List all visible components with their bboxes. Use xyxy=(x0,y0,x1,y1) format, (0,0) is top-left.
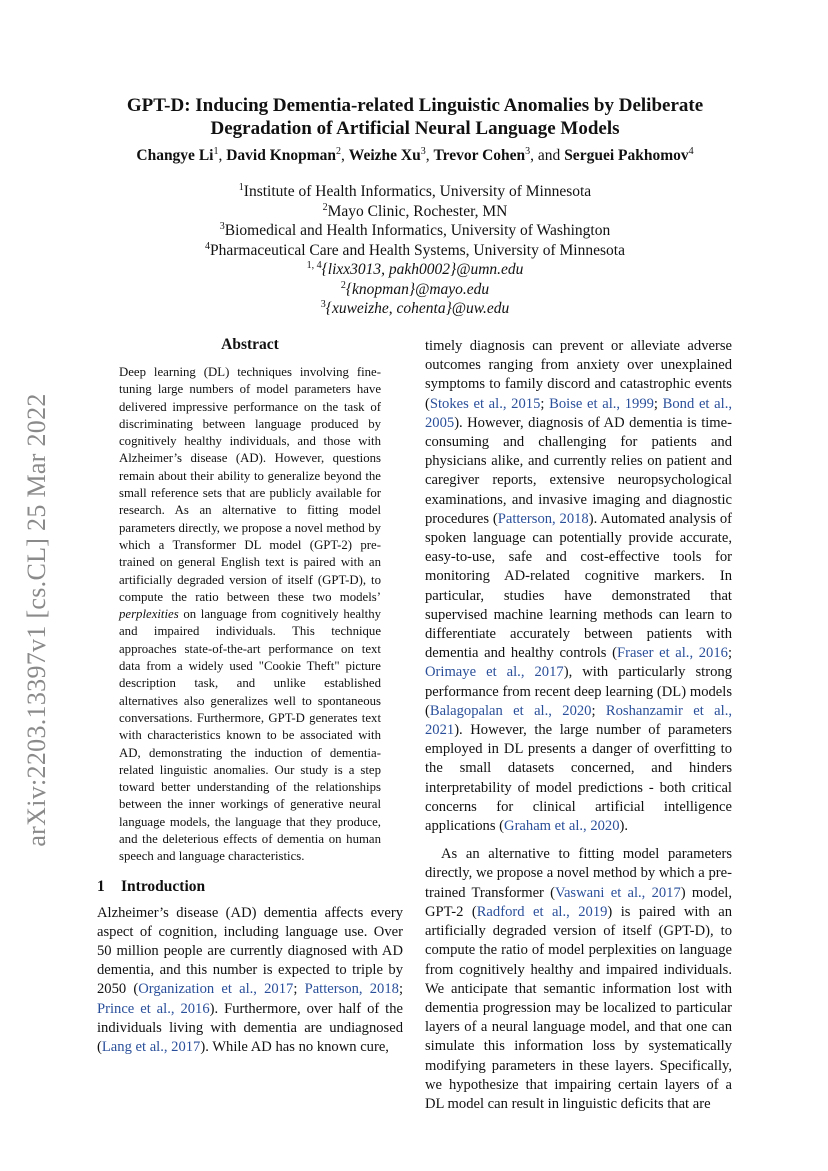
citation-link[interactable]: Radford et al., 2019 xyxy=(476,903,608,920)
citation-link[interactable]: Graham et al., 2020 xyxy=(504,818,620,835)
text-run: Alzheimer’s disease (AD) dementia affects every aspect of cognition, including language use. Over 50 million people are currently diagnosed with AD dementia, and this number is expected to triple by 2050 ( xyxy=(97,904,403,998)
abstract-body xyxy=(97,364,403,866)
arxiv-identifier: arXiv:2203.13397v1 [cs.CL] 25 Mar 2022 xyxy=(22,393,51,847)
abstract-text: Deep learning (DL) techniques involving fine-tuning large numbers of model parameters have delivered impressive performance on the task of discriminating between language produced by cognitively healthy individuals, and those with Alzheimer’s disease (AD). However, questions remain about their ability to generalize beyond the small reference sets that are publicly available for research. As an alternative to fitting model parameters directly, we propose a novel method by which a Transformer DL model (GPT-2) pre-trained on general English text is paired with an artificially degraded version of itself (GPT-D), to compute the ratio between these two models’ xyxy=(119,365,381,604)
email-line xyxy=(90,260,740,280)
citation-link[interactable]: Patterson, 2018 xyxy=(304,981,399,998)
author-affil-mark: 3 xyxy=(420,146,426,157)
citation-link[interactable]: Organization et al., 2017 xyxy=(138,981,294,998)
text-run: ; xyxy=(293,981,305,998)
citation-link[interactable]: Fraser et al., 2016 xyxy=(616,645,728,662)
text-run: timely diagnosis can prevent or alleviate adverse outcomes ranging from anxiety over unexplained symptoms to family discord and catastrophic events ( xyxy=(425,338,732,412)
citation-link[interactable]: Boise et al., 1999 xyxy=(549,395,654,412)
citation-link[interactable]: Lang et al., 2017 xyxy=(101,1039,201,1056)
email-text: {lixx3013, pakh0002}@umn.edu xyxy=(321,261,524,278)
text-run: ). However, the large number of parameters employed in DL presents a danger of overfitting to the small datasets concerned, and hinders interpretability of model predictions - both critical concerns for clinical artificial intelligence applications ( xyxy=(425,722,732,835)
email-line xyxy=(90,299,740,319)
title-line-2: Degradation of Artificial Neural Language Models xyxy=(210,118,620,139)
affil-text: Biomedical and Health Informatics, University of Washington xyxy=(224,222,611,239)
affil-mark: 2 xyxy=(322,201,328,213)
email-mark: 1, 4 xyxy=(306,260,322,271)
author-affil-mark: 1 xyxy=(213,146,219,157)
affil-text: Mayo Clinic, Rochester, MN xyxy=(327,202,508,220)
affil-mark: 3 xyxy=(219,221,225,232)
abstract-emphasis: perplexities xyxy=(119,607,179,622)
text-run: ) model, GPT-2 ( xyxy=(425,884,732,920)
author-list: Changye Li$^1$, David Knopman$^2$, Weizhe Xu$^3$, Trevor Cohen$^3$, and Serguei Pakhomov$^4$ xyxy=(136,146,694,164)
text-run: ; xyxy=(653,395,663,412)
title-line-1: GPT-D: Inducing Dementia-related Linguistic Anomalies by Deliberate xyxy=(126,95,704,116)
citation-link[interactable]: Prince et al., 2016 xyxy=(97,1000,210,1017)
text-run: ; xyxy=(591,702,606,719)
text-run: As an alternative to fitting model parameters directly, we propose a novel method by which a pre-trained Transformer ( xyxy=(425,846,732,901)
citation-link[interactable]: Balagopalan et al., 2020 xyxy=(429,702,592,719)
intro-paragraph xyxy=(97,904,403,1058)
email-text: {knopman}@mayo.edu xyxy=(345,280,490,298)
right-column xyxy=(425,337,732,1114)
abstract-text: on language from cognitively healthy and impaired individuals. This technique approaches state-of-the-art performance on text data from a widely used "Cookie Theft" picture description task, and unlike established alternatives also generalizes well to spontaneous conversations. Furthermore, GPT-D generates text with characteristics known to be associated with AD, demonstrating the induction of dementia-related linguistic anomalies. Our study is a step toward better understanding of the relationships between the inner workings of generative neural language models, the language that they produce, and the deleterious effects of dementia on human speech and language characteristics. xyxy=(119,607,381,864)
author-affil-mark: 3 xyxy=(525,146,531,157)
affiliation-line xyxy=(90,221,740,241)
affil-mark: 1 xyxy=(238,182,244,193)
author-name: David Knopman xyxy=(226,147,337,164)
citation-link[interactable]: Vaswani et al., 2017 xyxy=(555,884,681,901)
affil-text: Pharmaceutical Care and Health Systems, University of Minnesota xyxy=(210,241,625,259)
text-run: ). xyxy=(619,818,629,835)
author-name: Changye Li xyxy=(136,147,214,164)
email-mark: 3 xyxy=(320,299,326,310)
text-run: ) is paired with an artificially degraded version of itself (GPT-D), to compute the ratio of model perplexities on language from cognitively healthy and impaired individuals. We anticipate that semantic information lost with dementia progression may be localized to particular layers of a neural language model, and that one can simulate this information loss by systematically modifying parameters in these layers. Specifically, we hypothesize that impairing certain layers of a DL model can result in linguistic deficits that are xyxy=(425,903,732,1112)
author-name: Serguei Pakhomov xyxy=(564,147,689,164)
arxiv-sidebar-stamp xyxy=(8,360,66,880)
author-conjunction: and xyxy=(537,147,561,164)
author-affil-mark: 2 xyxy=(336,146,342,157)
author-name: Trevor Cohen xyxy=(433,147,526,164)
affil-text: Institute of Health Informatics, University of Minnesota xyxy=(243,183,592,200)
email-line xyxy=(90,280,740,300)
text-run: ; xyxy=(727,645,733,662)
section-number: 1 xyxy=(97,877,105,895)
paper-title xyxy=(90,94,740,140)
affiliations xyxy=(90,182,740,319)
affiliation-line xyxy=(90,202,740,222)
text-run: ; xyxy=(540,395,550,412)
email-mark: 2 xyxy=(340,279,346,291)
abstract-heading: Abstract xyxy=(221,336,279,353)
text-run: ). While AD has no known cure, xyxy=(200,1039,389,1056)
citation-link[interactable]: Stokes et al., 2015 xyxy=(429,395,541,412)
text-run: ), with particularly strong performance from recent deep learning (DL) models ( xyxy=(425,664,732,719)
text-run: ). Automated analysis of spoken language can potentially provide accurate, easy-to-use, safe and cost-effective tools for monitoring AD-related cognitive markers. In particular, studies have demonstrated that supervised machine learning methods can learn to differentiate accurately between patients with dementia and healthy controls ( xyxy=(425,510,732,662)
email-text: {xuweizhe, cohenta}@uw.edu xyxy=(325,300,510,317)
affiliation-line xyxy=(90,241,740,261)
author-name: Weizhe Xu xyxy=(348,147,421,164)
text-run: ). However, diagnosis of AD dementia is time-consuming and challenging for patients and physicians alike, and currently relies on patient and caregiver reports, extensive neuropsychological examinations, and invasive imaging and diagnostic procedures ( xyxy=(425,414,732,527)
section-title: Introduction xyxy=(121,877,206,895)
citation-link[interactable]: Orimaye et al., 2017 xyxy=(425,664,564,681)
intro-paragraph-continued xyxy=(425,337,732,836)
section-heading xyxy=(97,878,403,896)
intro-paragraph xyxy=(425,845,732,1114)
citation-link[interactable]: Patterson, 2018 xyxy=(497,510,589,527)
affiliation-line xyxy=(90,182,740,202)
affil-mark: 4 xyxy=(205,240,211,252)
text-run: ; xyxy=(398,981,403,998)
author-affil-mark: 4 xyxy=(688,146,694,157)
text-run: ). Furthermore, over half of the individuals living with dementia are undiagnosed ( xyxy=(97,1000,404,1056)
citation-link[interactable]: Roshanzamir et al., 2021 xyxy=(425,702,732,739)
left-column xyxy=(97,336,403,1057)
citation-link[interactable]: Bond et al., 2005 xyxy=(425,395,732,431)
